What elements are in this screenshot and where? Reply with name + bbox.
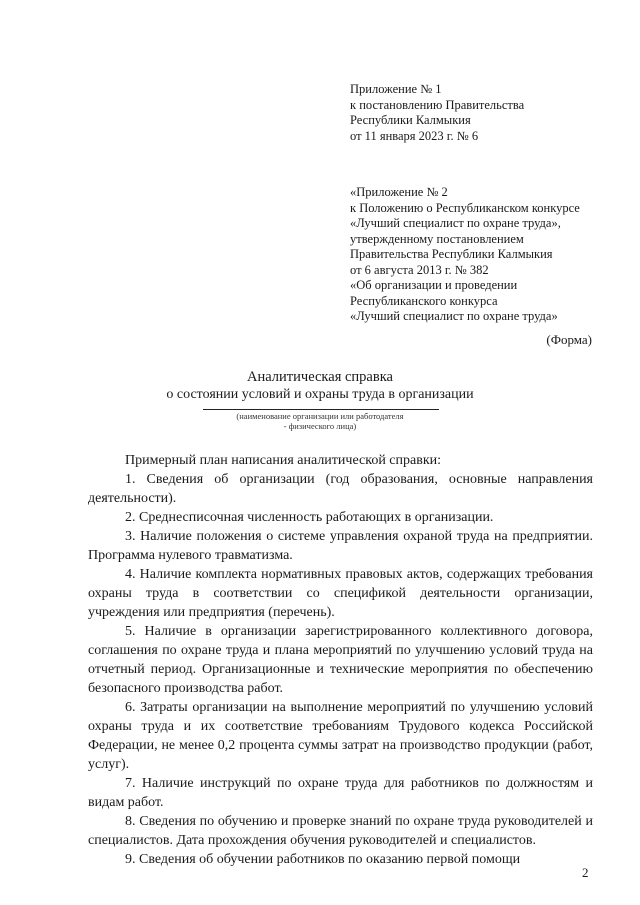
appendix-2-line: утвержденному постановлением [350, 231, 524, 246]
appendix-2-line: «Приложение № 2 [350, 185, 448, 199]
plan-intro: Примерный план написания аналитической справки: [125, 453, 442, 468]
plan-item: 1. Сведения об организации (год образования, основные направления деятельности). [88, 472, 593, 506]
caption-line: (наименование организации или работодателя [236, 411, 404, 421]
appendix-2-line: «Лучший специалист по охране труда» [350, 309, 558, 323]
document-subtitle: о состоянии условий и охраны труда в организации [166, 387, 474, 402]
page-number: 2 [582, 865, 589, 880]
caption-line: - физического лица) [283, 421, 357, 431]
plan-item: 9. Сведения об обучении работников по оказанию первой помощи [125, 852, 521, 867]
form-label: (Форма) [546, 332, 592, 347]
appendix-1-line: от 11 января 2023 г. № 6 [350, 128, 479, 143]
plan-item: 3. Наличие положения о системе управления охраной труда на предприятии. Программа нулевого травматизма. [88, 529, 593, 563]
plan-item: 2. Среднесписочная численность работающих в организации. [125, 510, 494, 525]
appendix-2-line: «Лучший специалист по охране труда», [350, 216, 561, 230]
appendix-1-line: Республики Калмыкия [350, 113, 471, 127]
appendix-2-line: Республиканского конкурса [350, 293, 498, 308]
appendix-2-line: от 6 августа 2013 г. № 382 [350, 262, 489, 277]
appendix-2-line: Правительства Республики Калмыкия [350, 247, 553, 261]
appendix-1-header [350, 82, 524, 144]
plan-item: 7. Наличие инструкций по охране труда для работников по должностям и видам работ. [88, 776, 593, 810]
appendix-2-header [350, 185, 580, 325]
appendix-2-line: «Об организации и проведении [350, 278, 518, 292]
organization-name-line [203, 409, 439, 410]
plan-body [88, 451, 593, 869]
plan-item: 8. Сведения по обучению и проверке знаний по охране труда руководителей и специалистов. Дата прохождения обучения руководителей и специалистов. [88, 814, 593, 848]
appendix-2-line: к Положению о Республиканском конкурсе [350, 200, 580, 215]
appendix-1-line: к постановлению Правительства [350, 97, 525, 112]
plan-item: 5. Наличие в организации зарегистрированного коллективного договора, соглашения по охране труда и плана мероприятий по улучшению условий труда на отчетный период. Организационные и технические мероприятия по обеспечению безопасного производства работ. [88, 624, 593, 696]
document-title: Аналитическая справка [247, 369, 393, 385]
plan-item: 6. Затраты организации на выполнение мероприятий по улучшению условий охраны труда и их соответствие требованиям Трудового кодекса Российской Федерации, не менее 0,2 процента суммы затрат на производство продукции (работ, услуг). [88, 700, 593, 772]
appendix-1-line: Приложение № 1 [350, 82, 442, 96]
plan-item: 4. Наличие комплекта нормативных правовых актов, содержащих требования охраны труда в соответствии со спецификой деятельности организации, учреждения или предприятия (перечень). [88, 567, 593, 620]
organization-name-caption [0, 411, 640, 431]
